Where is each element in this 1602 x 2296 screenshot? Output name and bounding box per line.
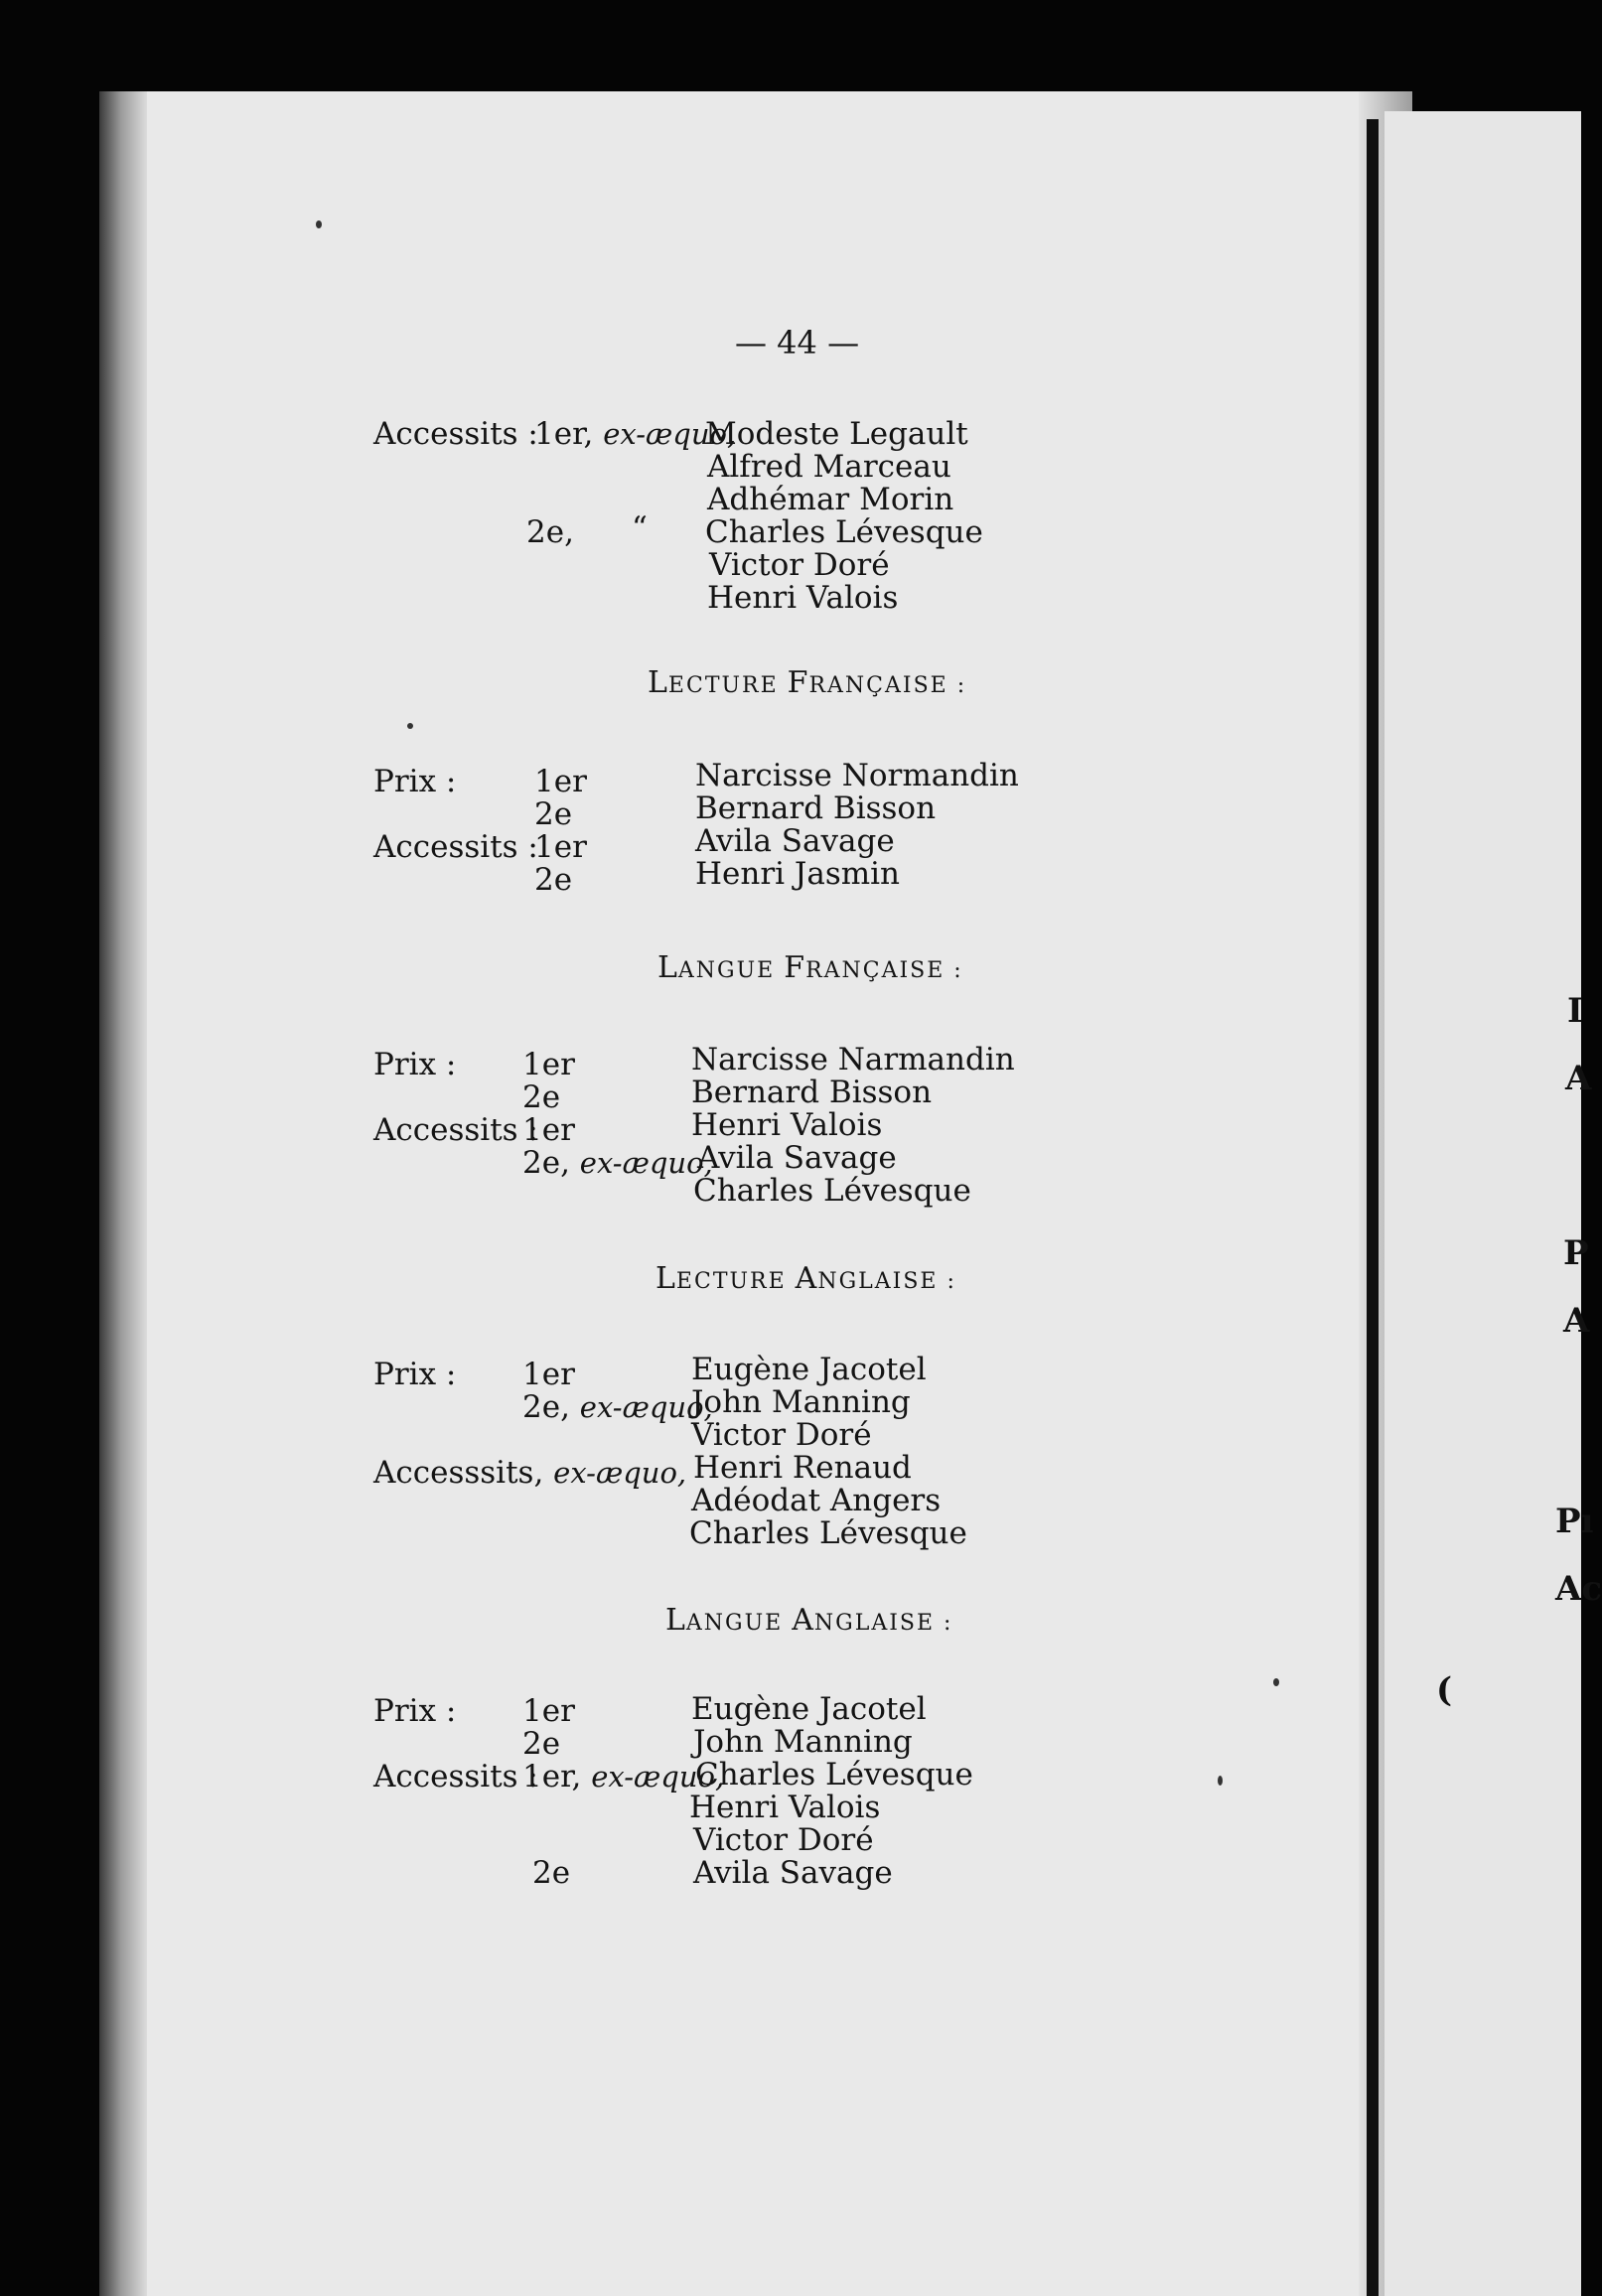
name-line: Alfred Marceau	[707, 449, 951, 485]
paper-speck	[1273, 1678, 1279, 1686]
heading-cap: L	[655, 1261, 676, 1296]
rank: 2e,	[526, 514, 574, 550]
rank: 1er,	[522, 1759, 592, 1794]
name-line: Victor Doré	[709, 547, 890, 583]
rank: 2e	[532, 1855, 571, 1891]
prix-label: Prix :	[373, 1693, 457, 1729]
name-line: Victor Doré	[693, 1822, 874, 1858]
name-line: Bernard Bisson	[691, 1075, 933, 1110]
name-line: Modeste Legault	[705, 416, 968, 452]
right-fragment: Ac	[1555, 1569, 1602, 1609]
name-line: Narcisse Normandin	[695, 758, 1019, 793]
heading-smallcaps: NGLAISE :	[817, 1269, 956, 1294]
heading-smallcaps: ANGUE	[685, 1611, 793, 1636]
name-line: Henri Jasmin	[695, 856, 901, 892]
rank-ex-aequo	[522, 1390, 713, 1424]
name-line: Adéodat Angers	[691, 1483, 942, 1518]
section-heading	[665, 1603, 952, 1638]
heading-cap: L	[657, 950, 678, 985]
section-heading	[657, 950, 963, 985]
ex-aequo: ex-æquo,	[579, 1390, 713, 1424]
rank-ex-aequo	[522, 1760, 724, 1794]
rank: 2e	[522, 1079, 561, 1115]
rank: 1er	[534, 829, 587, 865]
name-line: John Manning	[691, 1384, 911, 1420]
right-fragment: A	[1563, 1301, 1590, 1341]
heading-smallcaps: NGLAISE :	[813, 1611, 953, 1636]
rank: 2e,	[522, 1145, 580, 1181]
rank: 1er,	[534, 416, 604, 452]
accessits-label: Accessits :	[373, 1112, 538, 1148]
name-line: Henri Renaud	[693, 1450, 912, 1486]
right-fragment: I	[1567, 991, 1583, 1031]
right-fragment: Pı	[1555, 1502, 1594, 1541]
name-line: Henri Valois	[707, 580, 899, 616]
right-page	[1384, 111, 1581, 2296]
heading-cap: F	[787, 665, 809, 700]
right-fragment: P	[1563, 1233, 1589, 1273]
paper-speck	[1218, 1776, 1223, 1786]
right-fragment: A	[1565, 1059, 1592, 1098]
rank: 2e,	[522, 1389, 580, 1425]
name-line: Bernard Bisson	[695, 790, 937, 826]
accessits-label: Accessits :	[373, 829, 538, 865]
ex-aequo: ex-æquo,	[579, 1146, 713, 1180]
name-line: Avila Savage	[697, 1140, 897, 1176]
name-line: Adhémar Morin	[707, 482, 954, 517]
heading-cap: A	[795, 1261, 818, 1296]
ex-aequo: ex-æquo,	[553, 1456, 687, 1490]
heading-cap: A	[792, 1603, 814, 1638]
name-line: Eugène Jacotel	[691, 1691, 927, 1727]
rank: 1er	[522, 1047, 575, 1082]
prix-label: Prix :	[373, 1357, 457, 1392]
accessits-text: Accesssits,	[373, 1455, 554, 1491]
accessits-label	[373, 1456, 686, 1490]
page-number: — 44 —	[735, 324, 860, 361]
heading-smallcaps: ECTURE	[667, 673, 788, 698]
name-line: Charles Lévesque	[693, 1173, 971, 1209]
accessits-label: Accessits :	[373, 416, 538, 452]
name-line: Charles Lévesque	[689, 1515, 967, 1551]
heading-cap: L	[648, 665, 668, 700]
ex-aequo: ex-æquo,	[591, 1760, 725, 1794]
name-line: Narcisse Narmandin	[691, 1042, 1015, 1077]
page-binding-shadow	[99, 91, 147, 2296]
section-heading	[655, 1261, 956, 1296]
ex-aequo: ex-æquo,	[603, 417, 737, 451]
name-line: Eugène Jacotel	[691, 1352, 927, 1387]
name-line: Victor Doré	[691, 1417, 872, 1453]
name-line: Henri Valois	[689, 1790, 881, 1825]
heading-smallcaps: ANGUE	[677, 958, 785, 983]
heading-cap: L	[665, 1603, 686, 1638]
rank: 1er	[522, 1693, 575, 1729]
rank: 1er	[534, 764, 587, 799]
prix-label: Prix :	[373, 764, 457, 799]
rank: 1er	[522, 1357, 575, 1392]
ditto-mark: “	[632, 510, 648, 546]
page-divider	[1367, 119, 1379, 2296]
rank: 2e	[534, 796, 573, 832]
paper-speck	[316, 220, 322, 228]
section-heading	[648, 665, 966, 700]
prix-label: Prix :	[373, 1047, 457, 1082]
paper-speck	[407, 723, 413, 729]
name-line: Charles Lévesque	[705, 514, 983, 550]
name-line: Avila Savage	[693, 1855, 893, 1891]
heading-smallcaps: ECTURE	[675, 1269, 796, 1294]
name-line: Avila Savage	[695, 823, 895, 859]
heading-smallcaps: RANÇAISE :	[808, 673, 967, 698]
accessits-label: Accessits :	[373, 1759, 538, 1794]
rank-ex-aequo	[522, 1146, 713, 1180]
heading-smallcaps: RANÇAISE :	[805, 958, 963, 983]
rank: 2e	[534, 862, 573, 898]
name-line: John Manning	[693, 1724, 913, 1760]
right-fragment: (	[1436, 1670, 1453, 1710]
heading-cap: F	[784, 950, 806, 985]
name-line: Henri Valois	[691, 1107, 883, 1143]
rank: 1er	[522, 1112, 575, 1148]
name-line: Charles Lévesque	[695, 1757, 973, 1793]
rank: 2e	[522, 1726, 561, 1762]
